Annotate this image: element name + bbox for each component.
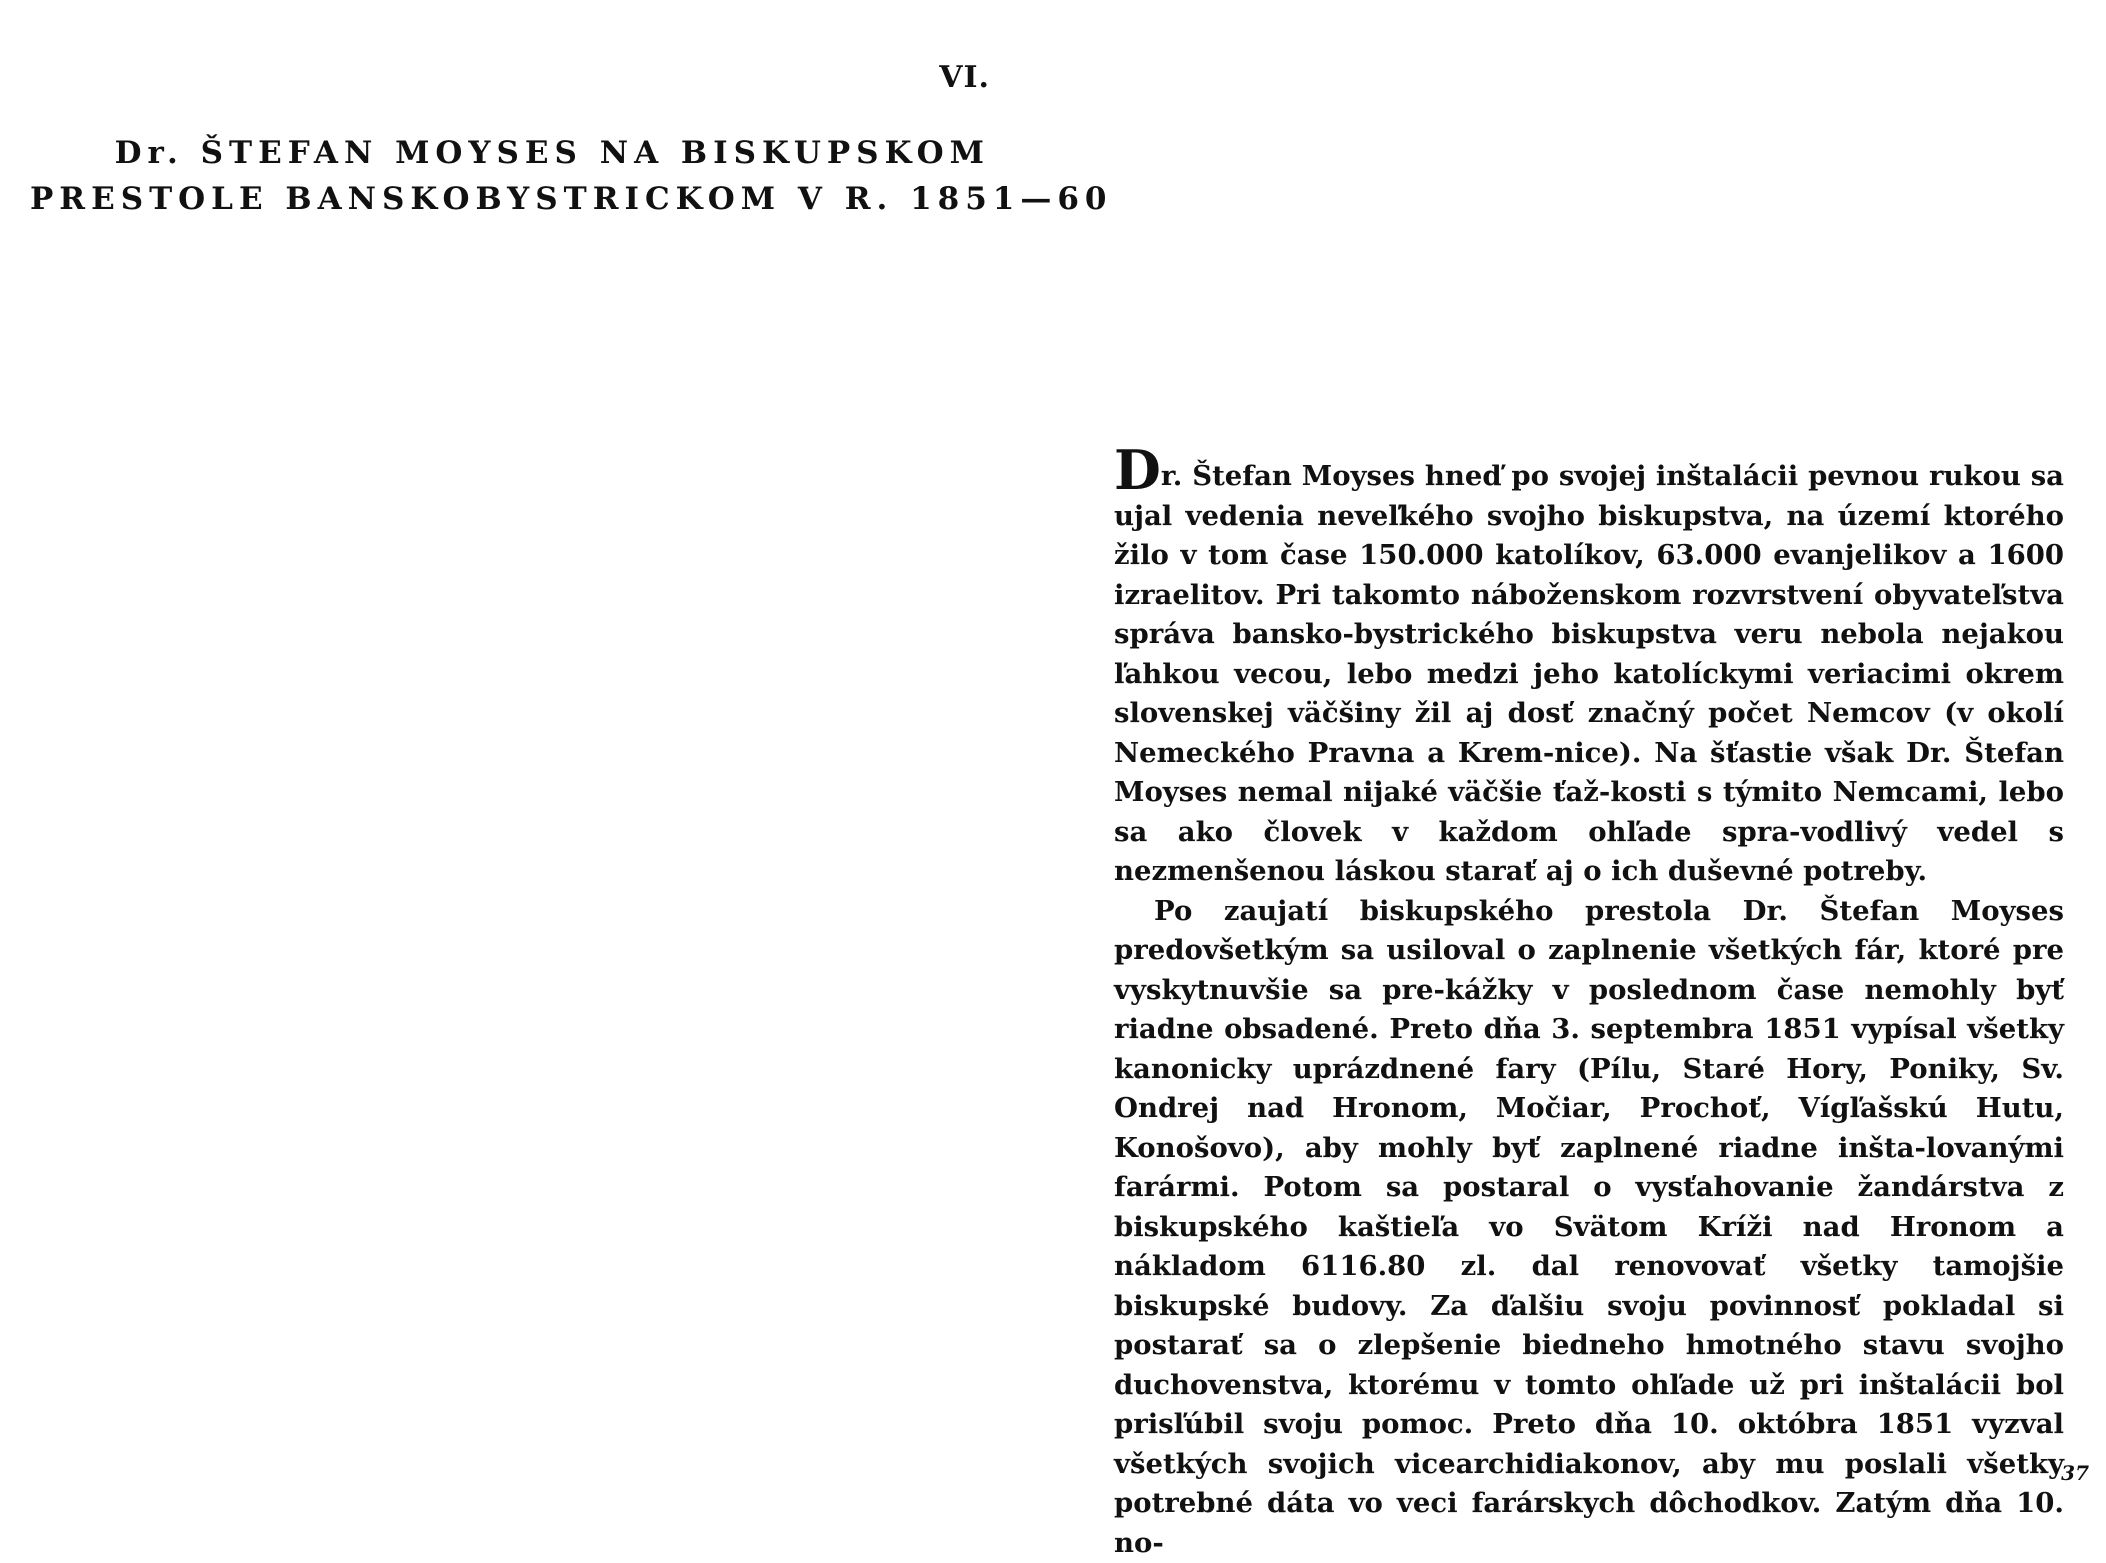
paragraph-2: Po zaujatí biskupského prestola Dr. Štefan Moyses predovšetkým sa usiloval o zaplnenie všetkých fár, ktoré pre vyskytnuvšie sa pre-kážky v poslednom čase nemohly byť riadne obsadené. Preto dňa 3. septembra 1851 vypísal všetky kanonicky uprázdnené fary (Pílu, Staré Hory, Poniky, Sv. Ondrej nad Hronom, Močiar, Prochoť, Vígľašskú Hutu, Konošovo), aby mohly byť zaplnené riadne inšta-lovanými farármi. Potom sa postaral o vysťahovanie žandárstva z biskupského kaštieľa vo Svätom Kríži nad Hronom a nákladom 6116.80 zl. dal renovovať všetky tamojšie biskupské budovy. Za ďalšiu svoju povinnosť pokladal si postarať sa o zlepšenie biedneho hmotného stavu svojho duchovenstva, ktorému v tomto ohľade už pri inštalácii bol prisľúbil svoju pomoc. Preto dňa 10. októbra 1851 vyzval všetkých svojich vicearchidiakonov, aby mu poslali všetky potrebné dáta vo veci farárskych dôchodkov. Zatým dňa 10. no-	[1114, 892, 2064, 1563]
chapter-number: VI.	[939, 60, 990, 96]
chapter-title-line-1: Dr. ŠTEFAN MOYSES NA BISKUPSKOM	[30, 130, 990, 176]
chapter-title	[30, 130, 990, 222]
page-number: 37	[2061, 1461, 2089, 1485]
right-page	[1053, 0, 2106, 1500]
left-page	[0, 0, 1053, 1500]
paragraph-1	[1114, 455, 2064, 892]
chapter-title-line-2: PRESTOLE BANSKOBYSTRICKOM V R. 1851—60	[30, 176, 990, 222]
drop-cap-initial: D	[1114, 438, 1161, 502]
body-text	[1114, 455, 2064, 1563]
paragraph-1-text: r. Štefan Moyses hneď po svojej inštalácii pevnou rukou sa ujal vedenia neveľkého svojho biskupstva, na území ktorého žilo v tom čase 150.000 katolíkov, 63.000 evanjelikov a 1600 izraelitov. Pri takomto náboženskom rozvrstvení obyvateľstva správa bansko-bystrického biskupstva veru nebola nejakou ľahkou vecou, lebo medzi jeho katolíckymi veriacimi okrem slovenskej väčšiny žil aj dosť značný počet Nemcov (v okolí Nemeckého Pravna a Krem-nice). Na šťastie však Dr. Štefan Moyses nemal nijaké väčšie ťaž-kosti s týmito Nemcami, lebo sa ako človek v každom ohľade spra-vodlivý vedel s nezmenšenou láskou starať aj o ich duševné potreby.	[1114, 460, 2064, 887]
